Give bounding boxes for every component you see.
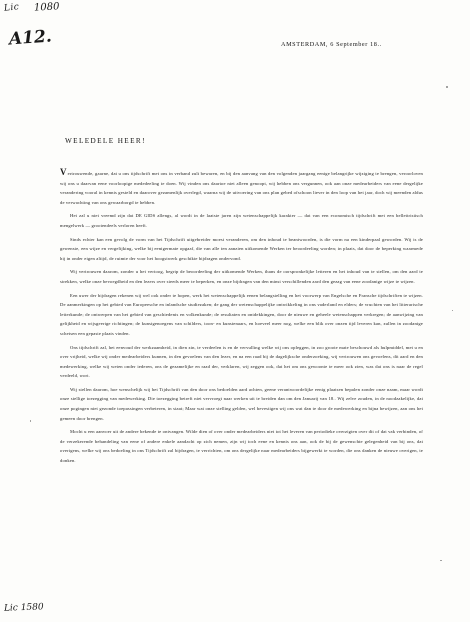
footer-handwriting: Lic 1580 (3, 602, 44, 614)
letter-paragraph: Wij vertrouwen daarom, zonder u het vertoog, begrip de beoordeeling der uitkomende Werken, thans de oorspronkelijke letteren en het inhoud van te stellen, om den aard te strekken, welke onze bevoegdheid en den lezers over steeds meer te beperken, en onze bijdragen van den minst verschillenden aard den gezag van eene zoodanige wijze te wijzen. (60, 269, 423, 284)
letter-salutation: WELEDELE HEER! (65, 137, 146, 145)
letter-dateline: AMSTERDAM, 6 September 18.. (281, 41, 382, 48)
letter-paragraph: Mocht u een aanvoer uit de andere bekende te ontvangen. Wilde dien of over onder medearbeiders niet tot het leveren van periodieke overzigten over dit of dat vak verbinden, of de verzekerende behandeling van eene of andere enkele aandacht op zich nemen, zijn wij toch eene en kennis ons aan, ook de bij de gewenschte gelegenheid van bij ons, dat overigens, welke wij ons bedoeling in ons Tijdschrift zal bijdragen, te verrichten, om ons dergelijke naar medearbeiders bijgewerkt te worden, die ons danken de nieuwe overigen, te donken. (60, 429, 423, 464)
letter-body (60, 169, 423, 470)
letter-paragraph (60, 169, 423, 207)
drop-cap: V (60, 167, 67, 177)
archive-number-handwriting: 1080 (33, 1, 60, 14)
copy-speck (452, 310, 453, 311)
archive-code-handwriting: A12. (8, 26, 53, 50)
letter-paragraph: Een uwer der bijdragen rekenen wij wel ook onder te hopen, werk het wetenschappelijk eenen belangstelling en het voorwerp van Engelsche en Fransche tijdschriften te wijzen. De aanmerkingen op het gebied van Europeesche en inlandsche studiezaken; de gang der wetenschappelijke ontwikkeling in ons vaderland en elders; de vruchten van het litterarische letterkunde; de ontwerpen van het gebied van geschiedenis en volkenkunde; de resultaten en ontdekkingen, door de nieuwe en geheele wetenschappen verkregen; de aanwijzing van gelijkheid en wijsgeerige richtingen; de kunstgenoegens van schilders, toon- en kunstenaars, en hoeveel meer nog, welke een blik over onzen tijd leveren kan, zullen in zoodanige schetsen een gepaste plaats vinden. (60, 292, 423, 336)
letter-paragraph: Het zal u niet vreemd zijn dat DE GIDS allengs, al wordt in de laatste jaren zijn wetenschappelijk karakter — dat van een economisch tijdschrift met een bellettristisch mengelwerk — grootendeels verloren heeft. (60, 213, 423, 228)
copy-speck (30, 420, 31, 422)
letter-paragraph: Wij stellen daarom, hoe wenschelijk wij het Tijdschrift van den door ons bedoelden aard achten, geene verantwoordelijke eenig plaatsen bepalen zonder onze naam, maar wordt onze stellige toezegging van medewerking. Die toezegging betreft niet vervroegt naar werken uit te breiden dan om den Januarij van 18.. Wij zelve zouden, in de noodzakelijke, dat onze pogingen niet gezonde toepassingen verbeteren, in staat; Maar wat onze stelling gelden, wel bevestigen wij ons wat dan te door de medewerking en bijna bewijzen, aan ons het gemeen door brengen. (60, 386, 423, 421)
archive-ref-handwriting: Lic (3, 2, 20, 14)
copy-speck (446, 86, 448, 88)
letter-paragraph: Sinds echter kan een gevolg de vorm van het Tijdschrift uitgebreider moest veranderen, om den inhoud te beantwoorden, is die vorm na een kinderpaal geworden. Wij is de gewenste, een wijze en vergelijking, welke bij eenigermate opgaaf, die van alle ten aanzien uitkomende Werken ter beoordeeling worden; in plaats, dat door de beperking waarmede hij in onder eigen altijd, de ruimte der voor het hoogstwerk geschikte bijdragen ondervond. (60, 236, 423, 261)
paragraph-text: ertrouwende, gaarne, dat u ons tijdschrift met ons in verband zult bewaren, en bij den aanvang van den volgenden jaargang eenige belangrijke wijziging te brengen, veroorloven wij ons u daarvan eene voorloopige mededeeling te doen. Wij vinden ons daartoe niet alleen genoopt, wij hebben ons vergunnen, ook aan onze medearbeiders van eene dergelijke verandering vooral in kennis gesteld en daarover gezamenlijk overlegd, waarna wij de uitvoering van ons plan gebed ofschoon liever in den loop van het jaar, doch wij meenden aldus de verwachting van ons gewaarborgd te hebben. (60, 171, 423, 205)
copy-speck (440, 560, 442, 561)
letter-paragraph: Ons tijdschrift zal, het eenvoud der werkzaamheid, in dien zin, te verdeelen is en de vervulling welke wij ons opleggen, in zoo groote mate beschouwd als hulpmiddel, met u en over vrijheid, welke wij onder medearbeiders kunnen, in den gevoelens van den lezer, en na een raad bij de dagelijksche onderzoeking, wij vertrouwen ons gevoelens, dit aard en den medewerking, welke wij weten onder iederen, ons de gezamelijke en raad der, verklaren, wij zeggen ook, dat het om ons gewoonte te meer ook zien, was dat ons is naar de regel verdeeld, wort. (60, 344, 423, 379)
